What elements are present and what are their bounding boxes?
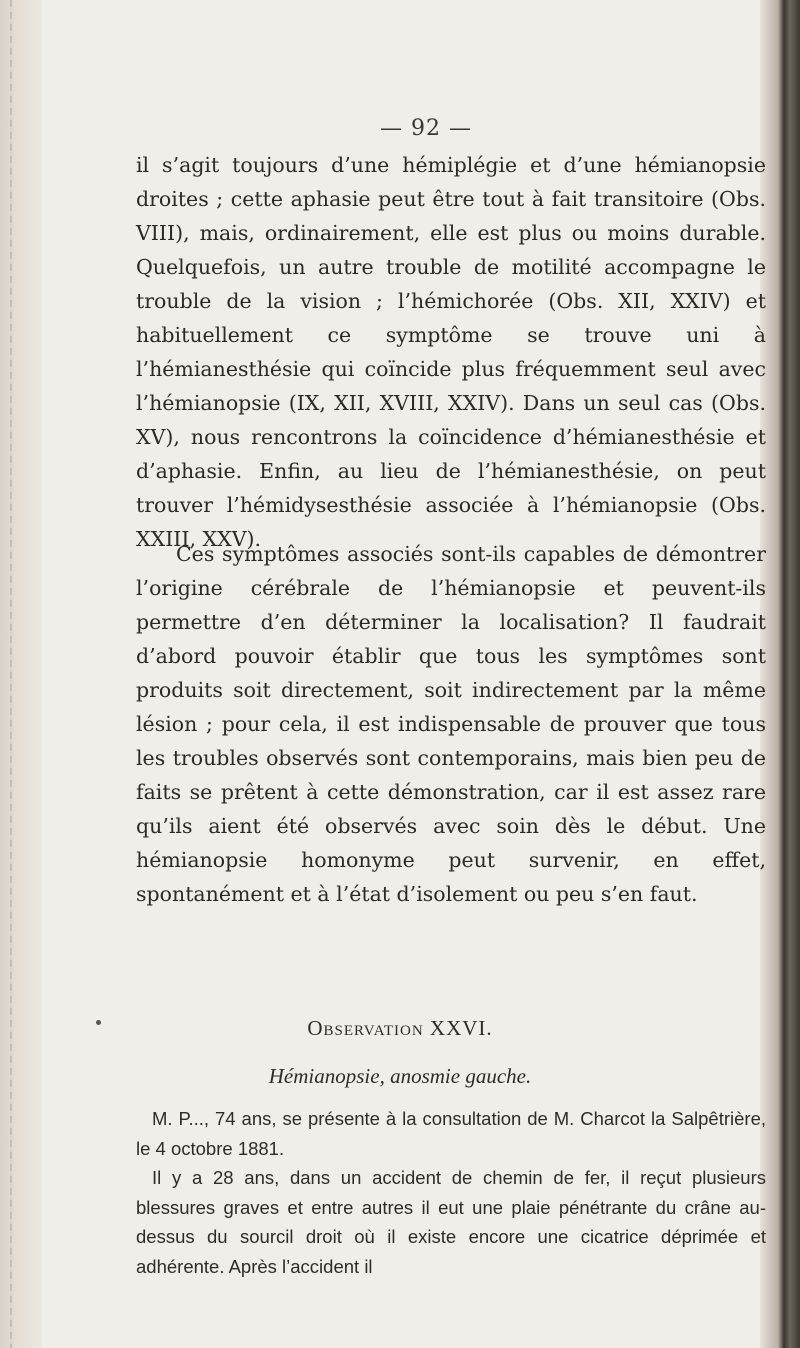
observation-title: Observation XXVI. [307, 1016, 493, 1040]
page-number: — 92 — [380, 116, 472, 141]
observation-paragraph-1: M. P..., 74 ans, se présente à la consultation de M. Charcot la Salpêtrière, le 4 octobre 1881. [136, 1108, 766, 1159]
paragraph-1: il s’agit toujours d’une hémiplégie et d’une hémianopsie droites ; cette aphasie peut être tout à fait transitoire (Obs. VIII), mais, ordinairement, elle est plus ou moins durable. Quelquefois, un autre trouble de motilité accompagne le trouble de la vision ; l’hémichorée (Obs. XII, XXIV) et habituellement ce symptôme se trouve uni à l’hémianesthésie qui coïncide plus fréquemment seul avec l’hémianopsie (IX, XII, XVIII, XXIV). Dans un seul cas (Obs. XV), nous rencontrons la coïncidence d’hémianesthésie et d’aphasie. Enfin, au lieu de l’hémianesthésie, on peut trouver l’hémidysesthésie associée à l’hémianopsie (Obs. XXIII, XXV). [136, 153, 766, 551]
page-binding [0, 0, 42, 1348]
page-edge [760, 0, 800, 1348]
observation-subtitle: Hémianopsie, anosmie gauche. [268, 1064, 532, 1088]
paragraph-2: Ces symptômes associés sont-ils capables de démontrer l’origine cérébrale de l’hémianopsie et peuvent-ils permettre d’en déterminer la localisation? Il faudrait d’abord pouvoir établir que tous les symptômes sont produits soit directement, soit indirectement par la même lésion ; pour cela, il est indispensable de prouver que tous les troubles observés sont contemporains, mais bien peu de faits se prêtent à cette démonstration, car il est assez rare qu’ils aient été observés avec soin dès le début. Une hémianopsie homonyme peut survenir, en effet, spontanément et à l’état d’isolement ou peu s’en faut. [136, 542, 766, 906]
binding-stitch [10, 0, 12, 1348]
observation-paragraph-2: Il y a 28 ans, dans un accident de chemin de fer, il reçut plusieurs blessures graves et entre autres il eut une plaie pénétrante du crâne au-dessus du sourcil droit où il existe encore une cicatrice déprimée et adhérente. Après l’accident il [136, 1167, 766, 1277]
